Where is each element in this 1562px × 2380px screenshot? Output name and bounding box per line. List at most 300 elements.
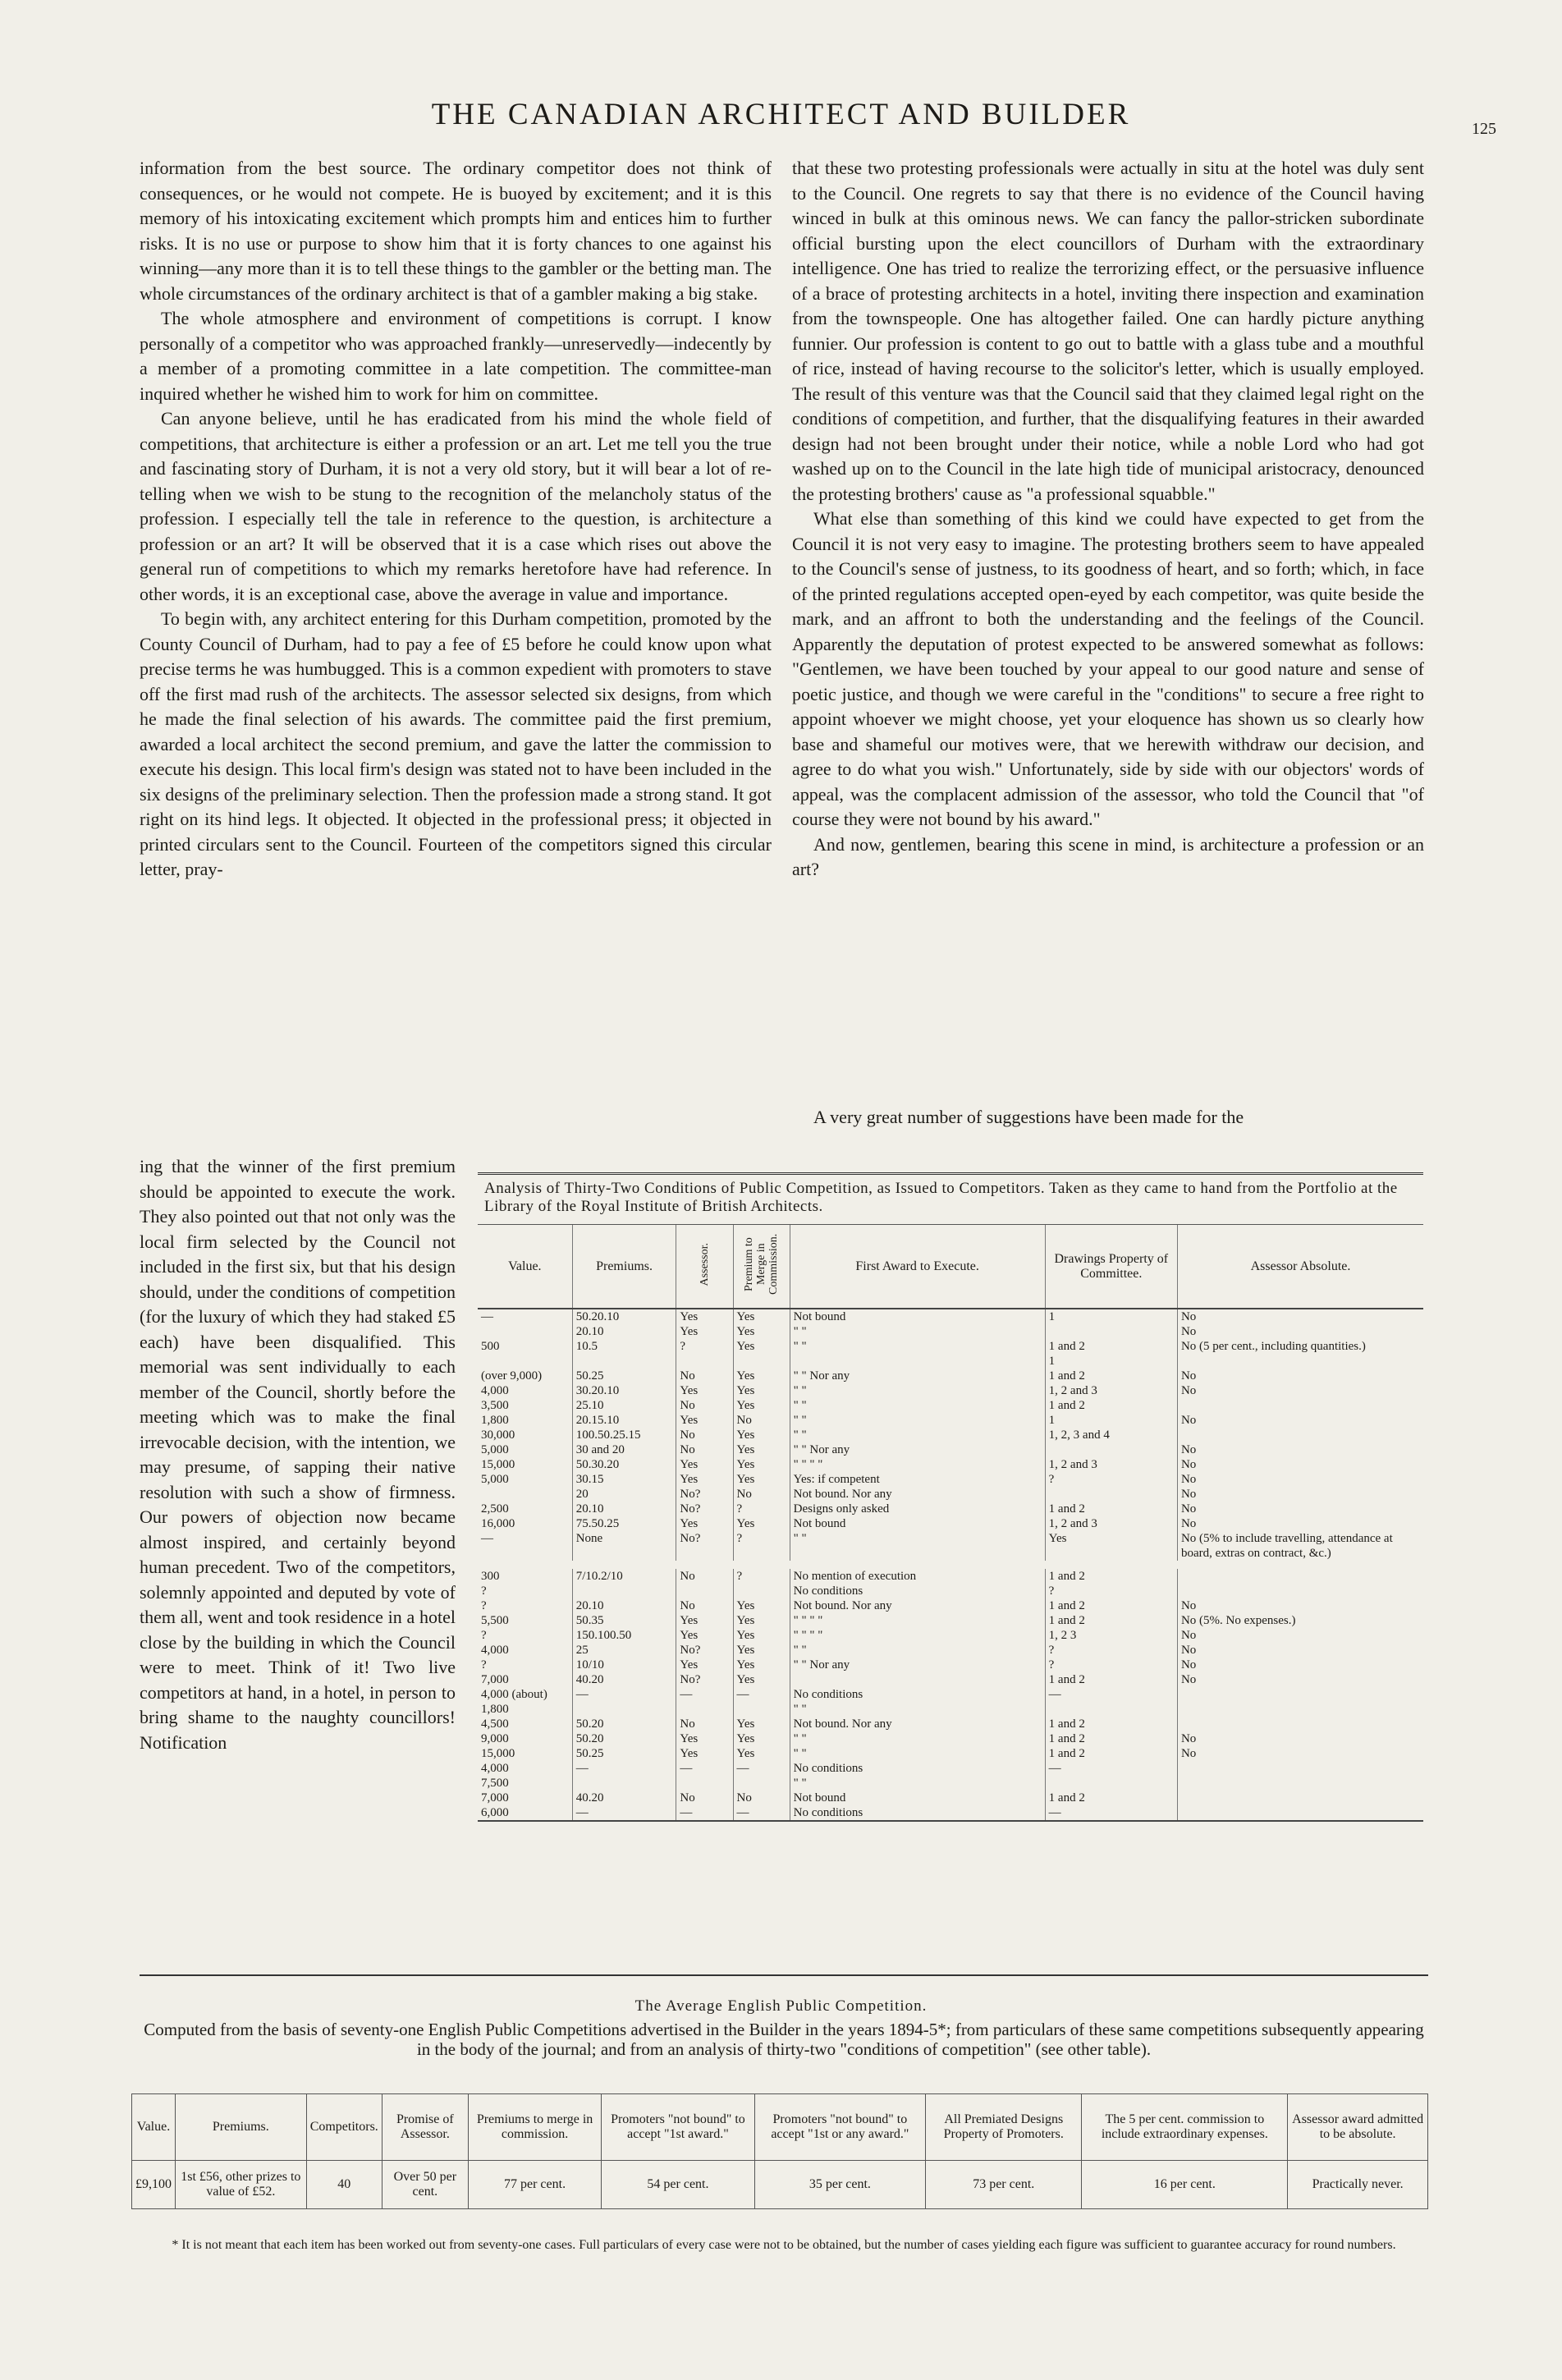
header-cell: The 5 per cent. commission to include extraordinary expenses.	[1082, 2094, 1288, 2161]
table-cell: —	[572, 1805, 676, 1821]
table-cell: No	[1177, 1658, 1423, 1672]
table-cell	[733, 1354, 790, 1369]
table-cell: None	[572, 1531, 676, 1561]
table-cell: No	[676, 1369, 733, 1383]
table-cell	[733, 1776, 790, 1791]
table-body	[478, 1309, 1423, 1821]
table-cell: Over 50 per cent.	[382, 2161, 468, 2209]
table-cell	[1177, 1398, 1423, 1413]
table-cell: ?	[1045, 1658, 1177, 1672]
table-cell	[1045, 1776, 1177, 1791]
header-cell: Promise of Assessor.	[382, 2094, 468, 2161]
header-drawings: Drawings Property of Committee.	[1045, 1225, 1177, 1309]
table-cell: 1 and 2	[1045, 1502, 1177, 1516]
table-cell: Yes	[733, 1717, 790, 1731]
table-cell: 1,800	[481, 1414, 509, 1427]
table-cell: —	[733, 1761, 790, 1776]
table-cell: 3,500	[481, 1399, 509, 1412]
table-cell: 1, 2 3	[1045, 1628, 1177, 1643]
table-cell: Yes	[1045, 1531, 1177, 1561]
table-row	[478, 1569, 1423, 1584]
table-cell	[676, 1354, 733, 1369]
table-cell: 50.20.10	[572, 1309, 676, 1324]
table-cell: —	[481, 1532, 493, 1545]
masthead: THE CANADIAN ARCHITECT AND BUILDER	[431, 98, 1131, 131]
average-competition-table	[131, 2093, 1428, 2209]
table-cell: —	[1045, 1761, 1177, 1776]
table-cell: 1	[1045, 1309, 1177, 1324]
table-cell: Not bound. Nor any	[790, 1487, 1045, 1502]
table-cell: Yes	[676, 1731, 733, 1746]
table-cell: No (5% to include travelling, attendance at board, extras on contract, &c.)	[1177, 1531, 1423, 1561]
table-cell: 1, 2 and 3	[1045, 1383, 1177, 1398]
table-cell: No	[733, 1487, 790, 1502]
table-cell	[1177, 1791, 1423, 1805]
table-cell: ?	[1045, 1472, 1177, 1487]
table-row	[478, 1442, 1423, 1457]
table-cell: Yes	[733, 1324, 790, 1339]
table-cell: No	[1177, 1672, 1423, 1687]
table-cell: No	[733, 1413, 790, 1428]
header-premium-merge: Premium to Merge in Commission.	[733, 1225, 790, 1309]
table-cell: ?	[733, 1502, 790, 1516]
table-cell: 1	[1045, 1354, 1177, 1369]
table-cell: No	[676, 1791, 733, 1805]
table-cell: No?	[676, 1531, 733, 1561]
table-cell: Yes	[733, 1598, 790, 1613]
table-cell: 1st £56, other prizes to value of £52.	[176, 2161, 307, 2209]
table-cell: Yes	[733, 1516, 790, 1531]
table-row	[478, 1354, 1423, 1369]
table-row	[478, 1687, 1423, 1702]
table-cell: Yes	[733, 1613, 790, 1628]
table-cell: 1 and 2	[1045, 1613, 1177, 1628]
table-cell: Yes	[676, 1383, 733, 1398]
table-cell: No	[1177, 1472, 1423, 1487]
table-cell: 5,000	[481, 1443, 509, 1456]
table-cell	[1045, 1442, 1177, 1457]
table-cell: —	[676, 1761, 733, 1776]
header-assessor-absolute: Assessor Absolute.	[1177, 1225, 1423, 1309]
header-cell: Value.	[132, 2094, 176, 2161]
table-cell: Yes	[676, 1457, 733, 1472]
table-cell: 7,000	[481, 1791, 509, 1804]
paragraph: information from the best source. The ordinary competitor does not think of consequences, or he would not compete. He is buoyed by excitement; and it is this memory of his intoxicating excitement which prompts him and entices him to further risks. It is no use or purpose to show him that it is forty chances to one against his winning—any more than it is to tell these things to the gambler or the betting man. The whole circumstances of the ordinary architect is that of a gambler making a big stake.	[140, 158, 772, 304]
table-cell: (over 9,000)	[481, 1369, 543, 1383]
table-cell	[1177, 1717, 1423, 1731]
table-cell: Not bound	[790, 1516, 1045, 1531]
table-cell: 1, 2, 3 and 4	[1045, 1428, 1177, 1442]
table-cell: 50.20	[572, 1731, 676, 1746]
header-premiums: Premiums.	[572, 1225, 676, 1309]
table-cell: No?	[676, 1487, 733, 1502]
table-cell	[1177, 1428, 1423, 1442]
table-cell: Yes	[733, 1746, 790, 1761]
table-cell: 50.20	[572, 1717, 676, 1731]
paragraph: And now, gentlemen, bearing this scene in mind, is architecture a profession or an art?	[792, 833, 1424, 879]
table-row	[478, 1516, 1423, 1531]
table-cell: Yes	[733, 1672, 790, 1687]
table-cell: No?	[676, 1672, 733, 1687]
table-row	[478, 1472, 1423, 1487]
table-cell: No	[1177, 1413, 1423, 1428]
table-cell: 25.10	[572, 1398, 676, 1413]
table-cell: 7,000	[481, 1673, 509, 1686]
article-column-left	[140, 156, 772, 883]
table-header-row	[132, 2094, 1428, 2161]
table-cell	[478, 1324, 572, 1339]
table-cell: " "	[790, 1776, 1045, 1791]
table-row	[478, 1383, 1423, 1398]
table-cell: 16 per cent.	[1082, 2161, 1288, 2209]
table-cell: No	[1177, 1746, 1423, 1761]
table-cell: 20.10	[572, 1598, 676, 1613]
table-cell: 1 and 2	[1045, 1791, 1177, 1805]
table-cell: 1	[1045, 1413, 1177, 1428]
table-cell: £9,100	[132, 2161, 176, 2209]
table-cell	[478, 1487, 572, 1502]
table-caption: Analysis of Thirty-Two Conditions of Public Competition, as Issued to Competitors. Taken as they came to hand from the Portfolio at the Library of the Royal Institute of British Architects.	[478, 1172, 1423, 1225]
table-cell: 16,000	[481, 1517, 515, 1530]
table-cell: " "	[790, 1398, 1045, 1413]
table-cell: 1 and 2	[1045, 1746, 1177, 1761]
table-cell	[733, 1702, 790, 1717]
table-cell: " " Nor any	[790, 1442, 1045, 1457]
table-cell: 50.30.20	[572, 1457, 676, 1472]
table-cell: No conditions	[790, 1805, 1045, 1821]
table-cell: —	[676, 1687, 733, 1702]
table-cell: Yes: if competent	[790, 1472, 1045, 1487]
table-cell: 30,000	[481, 1428, 515, 1442]
table-cell: Yes	[733, 1428, 790, 1442]
table-cell: No conditions	[790, 1761, 1045, 1776]
table-cell: —	[572, 1761, 676, 1776]
divider	[140, 1974, 1428, 1976]
table-cell: No (5%. No expenses.)	[1177, 1613, 1423, 1628]
paragraph: The whole atmosphere and environment of competitions is corrupt. I know personally of a competitor who was approached frankly—unreservedly—indecently by a member of a promoting committee in a late competition. The committee-man inquired whether he wished him to work for him on committee.	[140, 308, 772, 404]
table-cell: No	[1177, 1598, 1423, 1613]
table-cell: Yes	[733, 1369, 790, 1383]
table-row	[478, 1531, 1423, 1561]
table-cell: Not bound. Nor any	[790, 1598, 1045, 1613]
table-cell: No	[1177, 1457, 1423, 1472]
header-cell: Promoters "not bound" to accept "1st or any award."	[754, 2094, 925, 2161]
table-cell: No	[1177, 1369, 1423, 1383]
table-cell	[1177, 1702, 1423, 1717]
article-column-right-continued	[792, 1105, 1424, 1130]
table-cell: No	[1177, 1309, 1423, 1324]
table-cell: " "	[790, 1731, 1045, 1746]
table-cell: ?	[481, 1599, 487, 1612]
table-cell: 50.25	[572, 1746, 676, 1761]
table-cell: Yes	[676, 1324, 733, 1339]
table-cell: 5,000	[481, 1473, 509, 1486]
paragraph: A very great number of suggestions have been made for the	[813, 1107, 1244, 1127]
table-cell	[572, 1354, 676, 1369]
table-cell: 75.50.25	[572, 1516, 676, 1531]
paragraph: To begin with, any architect entering for this Durham competition, promoted by the County Council of Durham, had to pay a fee of £5 before he could know upon what precise terms he was humbugged. This is a common expedient with promoters to stave off the first mad rush of the architects. The assessor selected six designs, from which he made the final selection of his awards. The committee paid the first premium, awarded a local architect the second premium, and gave the latter the commission to execute his design. This local firm's design was stated not to have been included in the six designs of the preliminary selection. Then the profession made a strong stand. It got right on its hind legs. It objected. It objected in the professional press; it objected in printed circulars sent to the Council. Fourteen of the competitors signed this circular letter, pray-	[140, 608, 772, 879]
table-cell: Yes	[733, 1472, 790, 1487]
table-cell: 1 and 2	[1045, 1369, 1177, 1383]
table-cell: " "	[790, 1339, 1045, 1354]
table-cell	[1045, 1324, 1177, 1339]
table-cell	[1177, 1584, 1423, 1598]
table-cell	[1177, 1354, 1423, 1369]
table-cell: Yes	[733, 1643, 790, 1658]
article-column-left-narrow	[140, 1154, 456, 1755]
table-cell: No	[1177, 1487, 1423, 1502]
table-cell: 4,000	[481, 1384, 509, 1397]
table-cell: 1 and 2	[1045, 1339, 1177, 1354]
table-cell: " " " "	[790, 1457, 1045, 1472]
table-row	[478, 1428, 1423, 1442]
table-cell: No	[676, 1598, 733, 1613]
header-cell: Assessor award admitted to be absolute.	[1288, 2094, 1428, 2161]
table-cell: —	[481, 1310, 493, 1323]
table-cell: —	[733, 1687, 790, 1702]
table-cell: Yes	[733, 1457, 790, 1472]
table-cell	[1177, 1687, 1423, 1702]
table-cell: 2,500	[481, 1502, 509, 1516]
table-row	[478, 1805, 1423, 1821]
table-cell: 1 and 2	[1045, 1398, 1177, 1413]
table-header-row	[478, 1225, 1423, 1309]
table-cell: 20.10	[572, 1502, 676, 1516]
table-cell: Practically never.	[1288, 2161, 1428, 2209]
table-row	[478, 1761, 1423, 1776]
header-cell: Competitors.	[306, 2094, 382, 2161]
table-cell	[572, 1584, 676, 1598]
table-cell: 6,000	[481, 1806, 509, 1819]
table-row	[478, 1702, 1423, 1717]
table-cell: ?	[481, 1658, 487, 1672]
table-cell: 1 and 2	[1045, 1717, 1177, 1731]
table-cell: 30 and 20	[572, 1442, 676, 1457]
table-cell: " " " "	[790, 1628, 1045, 1643]
table-cell: " " Nor any	[790, 1658, 1045, 1672]
table-cell: 9,000	[481, 1732, 509, 1745]
table-cell: " " Nor any	[790, 1369, 1045, 1383]
table-cell: " "	[790, 1428, 1045, 1442]
table-cell: " " " "	[790, 1613, 1045, 1628]
table-cell: Yes	[733, 1309, 790, 1324]
table-cell	[790, 1354, 1045, 1369]
table-cell: 50.25	[572, 1369, 676, 1383]
table-row	[478, 1746, 1423, 1761]
table-row	[478, 1643, 1423, 1658]
table-cell: No	[1177, 1324, 1423, 1339]
table-cell: —	[733, 1805, 790, 1821]
table-cell: 15,000	[481, 1458, 515, 1471]
table-cell	[1177, 1805, 1423, 1821]
table-cell: —	[676, 1805, 733, 1821]
table-cell: 4,500	[481, 1717, 509, 1731]
table-cell	[676, 1584, 733, 1598]
table-cell: 30.15	[572, 1472, 676, 1487]
table-cell	[733, 1584, 790, 1598]
page-number: 125	[1472, 120, 1496, 138]
table-cell: No	[1177, 1731, 1423, 1746]
table-row	[478, 1413, 1423, 1428]
table-cell: Yes	[733, 1383, 790, 1398]
header-cell: Premiums.	[176, 2094, 307, 2161]
table-cell: —	[572, 1687, 676, 1702]
table-cell: Yes	[676, 1613, 733, 1628]
table-cell	[572, 1776, 676, 1791]
table-cell: No	[676, 1442, 733, 1457]
table-cell: 4,000	[481, 1762, 509, 1775]
table-cell	[1177, 1776, 1423, 1791]
table-row	[478, 1717, 1423, 1731]
table-row	[478, 1369, 1423, 1383]
paragraph: Can anyone believe, until he has eradicated from his mind the whole field of competitions, that architecture is either a profession or an art. Let me tell you the true and fascinating story of Durham, it is not a very old story, but it will bear a lot of re-telling when we wish to be stung to the recognition of the melancholy status of the profession. I especially tell the tale in reference to the question, is architecture a profession or an art? It will be observed that it is a case which rises out above the general run of competitions to which my remarks heretofore have had reference. In other words, it is an exceptional case, above the average in value and importance.	[140, 408, 772, 604]
table-cell: 4,000 (about)	[481, 1688, 547, 1701]
paragraph: What else than something of this kind we could have expected to get from the Council it is not very easy to imagine. The protesting brothers seem to have appealed to the Council's sense of justness, to its goodness of heart, and so forth; which, in face of the printed regulations accepted open-eyed by each competitor, was quite beside the mark, and an affront to both the understanding and the feelings of the Council. Apparently the deputation of protest expected to be answered somewhat as follows: "Gentlemen, we have been touched by your appeal to our good nature and sense of poetic justice, and though we were careful in the "conditions" to secure a free right to appoint whoever we might choose, yet your eloquence has shown us so clearly how base and shameful our motives were, that we herewith withdraw our decision, and agree to do what you wish." Unfortunately, side by side with our objectors' words of appeal, was the complacent admission of the assessor, who told the Council that "of course they were not bound by his award."	[792, 508, 1424, 829]
table-cell: 500	[481, 1340, 500, 1353]
table-cell: Yes	[676, 1472, 733, 1487]
table-cell: " "	[790, 1746, 1045, 1761]
table-row	[478, 1487, 1423, 1502]
table-row	[478, 1613, 1423, 1628]
table-cell: ?	[733, 1569, 790, 1584]
table-cell: No	[1177, 1643, 1423, 1658]
table-row	[478, 1731, 1423, 1746]
table-cell: 1 and 2	[1045, 1598, 1177, 1613]
footnote: * It is not meant that each item has been worked out from seventy-one cases. Full particulars of every case were not to be obtained, but the number of cases yielding each figure was sufficient to guarantee accuracy for round numbers.	[172, 2238, 1396, 2252]
table-row	[478, 1776, 1423, 1791]
table-cell: 73 per cent.	[926, 2161, 1082, 2209]
table-cell	[1177, 1761, 1423, 1776]
table-cell: No	[1177, 1516, 1423, 1531]
table-cell: 1,800	[481, 1703, 509, 1716]
table-cell: No (5 per cent., including quantities.)	[1177, 1339, 1423, 1354]
table-cell: 7,500	[481, 1777, 509, 1790]
table-cell: " "	[790, 1643, 1045, 1658]
table-cell: 15,000	[481, 1747, 515, 1760]
table-cell: No	[733, 1791, 790, 1805]
table-cell: 150.100.50	[572, 1628, 676, 1643]
article-column-right	[792, 156, 1424, 883]
table-cell: ?	[481, 1584, 487, 1598]
table-cell: Yes	[676, 1516, 733, 1531]
table-row	[478, 1398, 1423, 1413]
group-gap	[478, 1561, 1423, 1569]
header-first-award: First Award to Execute.	[790, 1225, 1045, 1309]
header-cell: Premiums to merge in commission.	[468, 2094, 601, 2161]
table-cell: No conditions	[790, 1584, 1045, 1598]
header-assessor: Assessor.	[676, 1225, 733, 1309]
table-cell: No	[676, 1569, 733, 1584]
table-cell: 4,000	[481, 1644, 509, 1657]
table-cell: ?	[733, 1531, 790, 1561]
table-cell: " "	[790, 1702, 1045, 1717]
table-cell: 1, 2 and 3	[1045, 1516, 1177, 1531]
table-cell: " "	[790, 1531, 1045, 1561]
table-cell: " "	[790, 1324, 1045, 1339]
header-cell: All Premiated Designs Property of Promoters.	[926, 2094, 1082, 2161]
table-cell: No	[1177, 1442, 1423, 1457]
table-cell: 1 and 2	[1045, 1672, 1177, 1687]
table-cell: 20.15.10	[572, 1413, 676, 1428]
table-cell: No?	[676, 1643, 733, 1658]
table-cell: 40	[306, 2161, 382, 2209]
table-cell: Yes	[676, 1628, 733, 1643]
table2-title: The Average English Public Competition.	[634, 1997, 928, 2015]
table-cell: No	[1177, 1502, 1423, 1516]
table-cell	[1177, 1569, 1423, 1584]
table-row	[478, 1457, 1423, 1472]
table-cell: Yes	[733, 1731, 790, 1746]
table-cell: 25	[572, 1643, 676, 1658]
table-cell: Yes	[676, 1309, 733, 1324]
table-row	[478, 1502, 1423, 1516]
table-cell: Not bound. Nor any	[790, 1717, 1045, 1731]
table-cell	[572, 1702, 676, 1717]
table-cell: " "	[790, 1383, 1045, 1398]
table-cell: Yes	[676, 1746, 733, 1761]
table-cell: 20	[572, 1487, 676, 1502]
table-cell	[790, 1672, 1045, 1687]
table-cell: No?	[676, 1502, 733, 1516]
table-row	[478, 1628, 1423, 1643]
table-cell: ?	[1045, 1643, 1177, 1658]
table-cell: 1 and 2	[1045, 1731, 1177, 1746]
table-cell: Yes	[676, 1413, 733, 1428]
table-cell: Designs only asked	[790, 1502, 1045, 1516]
table-row	[478, 1598, 1423, 1613]
table-cell: No	[1177, 1383, 1423, 1398]
table-cell: Yes	[733, 1339, 790, 1354]
table-cell	[676, 1776, 733, 1791]
table-cell: Yes	[676, 1658, 733, 1672]
table-cell: 50.35	[572, 1613, 676, 1628]
table-cell: 20.10	[572, 1324, 676, 1339]
table-cell: No mention of execution	[790, 1569, 1045, 1584]
table-row	[132, 2161, 1428, 2209]
table-cell: No	[676, 1398, 733, 1413]
table-cell: Yes	[733, 1398, 790, 1413]
table-cell: 10.5	[572, 1339, 676, 1354]
table-cell: " "	[790, 1413, 1045, 1428]
table-cell: —	[1045, 1805, 1177, 1821]
table-row	[478, 1339, 1423, 1354]
table-cell: 54 per cent.	[602, 2161, 754, 2209]
table-row	[478, 1584, 1423, 1598]
table-cell: Not bound	[790, 1791, 1045, 1805]
table-cell: —	[1045, 1687, 1177, 1702]
header-cell: Promoters "not bound" to accept "1st award."	[602, 2094, 754, 2161]
header-value: Value.	[478, 1225, 572, 1309]
table-cell: No	[1177, 1628, 1423, 1643]
table-cell: No	[676, 1717, 733, 1731]
table-cell: 100.50.25.15	[572, 1428, 676, 1442]
table-cell	[676, 1702, 733, 1717]
table-cell: ?	[1045, 1584, 1177, 1598]
table-cell: Not bound	[790, 1309, 1045, 1324]
table-cell: 7/10.2/10	[572, 1569, 676, 1584]
table-cell: 5,500	[481, 1614, 509, 1627]
table-cell: 35 per cent.	[754, 2161, 925, 2209]
table-cell: Yes	[733, 1628, 790, 1643]
table-cell: 40.20	[572, 1672, 676, 1687]
table-cell	[478, 1354, 572, 1369]
table-cell: Yes	[733, 1442, 790, 1457]
competition-analysis-table	[478, 1172, 1423, 1827]
table-cell	[1045, 1702, 1177, 1717]
table-cell: ?	[481, 1629, 487, 1642]
table-cell: 1 and 2	[1045, 1569, 1177, 1584]
paragraph: ing that the winner of the first premium should be appointed to execute the work. They also pointed out that not only was the local firm selected by the Council not included in the first six, but that his design should, under the conditions of competition (for the luxury of which they had staked £5 each) have been disqualified. This memorial was sent individually to each member of the Council, shortly before the meeting which was to make the final irrevocable decision, with the intention, we may presume, of sapping their native resolution with such a show of firmness. Our powers of objection now became almost inspired, and certainly beyond human precedent. Two of the competitors, solemnly appointed and deputed by vote of them all, went and took residence in a hotel close by the building in which the Council were to meet. Think of it! Two live competitors at hand, in a hotel, in person to bring shame to the naughty councillors! Notification	[140, 1156, 456, 1753]
